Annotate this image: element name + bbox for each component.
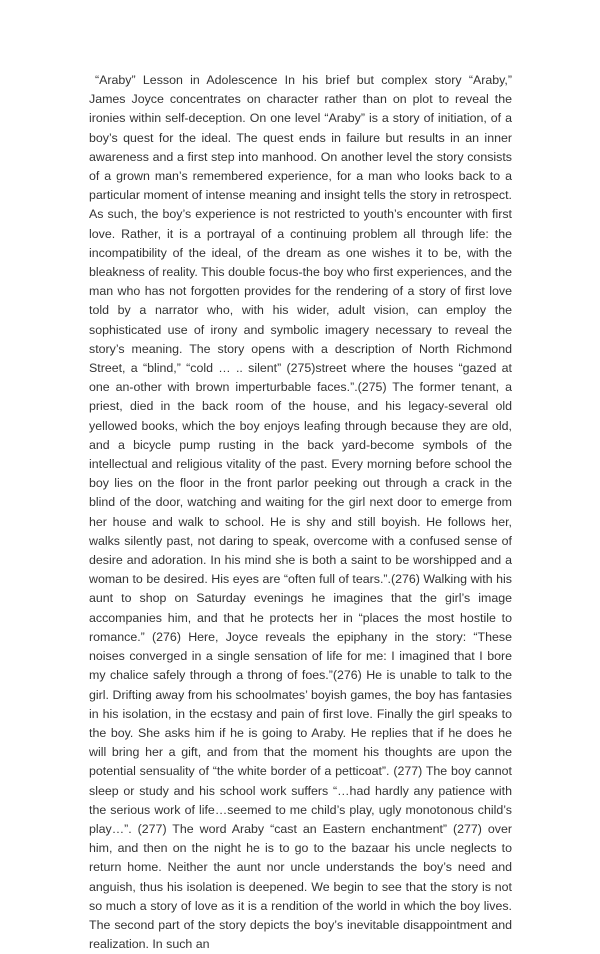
body-paragraph: “Araby” Lesson in Adolescence In his brief but complex story “Araby,” James Joyce concentrates on character rather than on plot to reveal the ironies within self-deception. On one level “Araby” is a story of initiation, of a boy’s quest for the ideal. The quest ends in failure but results in an inner awareness and a first step into manhood. On another level the story consists of a grown man’s remembered experience, for a man who looks back to a particular moment of intense meaning and insight tells the story in retrospect. As such, the boy’s experience is not restricted to youth’s encounter with first love. Rather, it is a portrayal of a continuing problem all through life: the incompatibility of the ideal, of the dream as one wishes it to be, with the bleakness of reality. This double focus-the boy who first experiences, and the man who has not forgotten provides for the rendering of a story of first love told by a narrator who, with his wider, adult vision, can employ the sophisticated use of irony and symbolic imagery necessary to reveal the story’s meaning. The story opens with a description of North Richmond Street, a “blind,” “cold … .. silent” (275)street where the houses “gazed at one an-other with brown imperturbable faces.”.(275) The former tenant, a priest, died in the back room of the house, and his legacy-several old yellowed books, which the boy enjoys leafing through because they are old, and a bicycle pump rusting in the back yard-become symbols of the intellectual and religious vitality of the past. Every morning before school the boy lies on the floor in the front parlor peeking out through a crack in the blind of the door, watching and waiting for the girl next door to emerge from her house and walk to school. He is shy and still boyish. He follows her, walks silently past, not daring to speak, overcome with a confused sense of desire and adoration. In his mind she is both a saint to be worshipped and a woman to be desired. His eyes are “often full of tears.”.(276) Walking with his aunt to shop on Saturday evenings he imagines that the girl’s image accompanies him, and that he protects her in “places the most hostile to romance.” (276) Here, Joyce reveals the epiphany in the story: “These noises converged in a single sensation of life for me: I imagined that I bore my chalice safely through a throng of foes.”(276) He is unable to talk to the girl. Drifting away from his schoolmates’ boyish games, the boy has fantasies in his isolation, in the ecstasy and pain of first love. Finally the girl speaks to the boy. She asks him if he is going to Araby. He replies that if he does he will bring her a gift, and from that the moment his thoughts are upon the potential sensuality of “the white border of a petticoat”. (277) The boy cannot sleep or study and his school work suffers “…had hardly any patience with the serious work of life…seemed to me child’s play, ugly monotonous child’s play…”. (277) The word Araby “cast an Eastern enchantment” (277) over him, and then on the night he is to go to the bazaar his uncle neglects to return home. Neither the aunt nor uncle understands the boy’s need and anguish, thus his isolation is deepened. We begin to see that the story is not so much a story of love as it is a rendition of the world in which the boy lives. The second part of the story depicts the boy’s inevitable disappointment and realization. In such an — [89, 73, 512, 952]
